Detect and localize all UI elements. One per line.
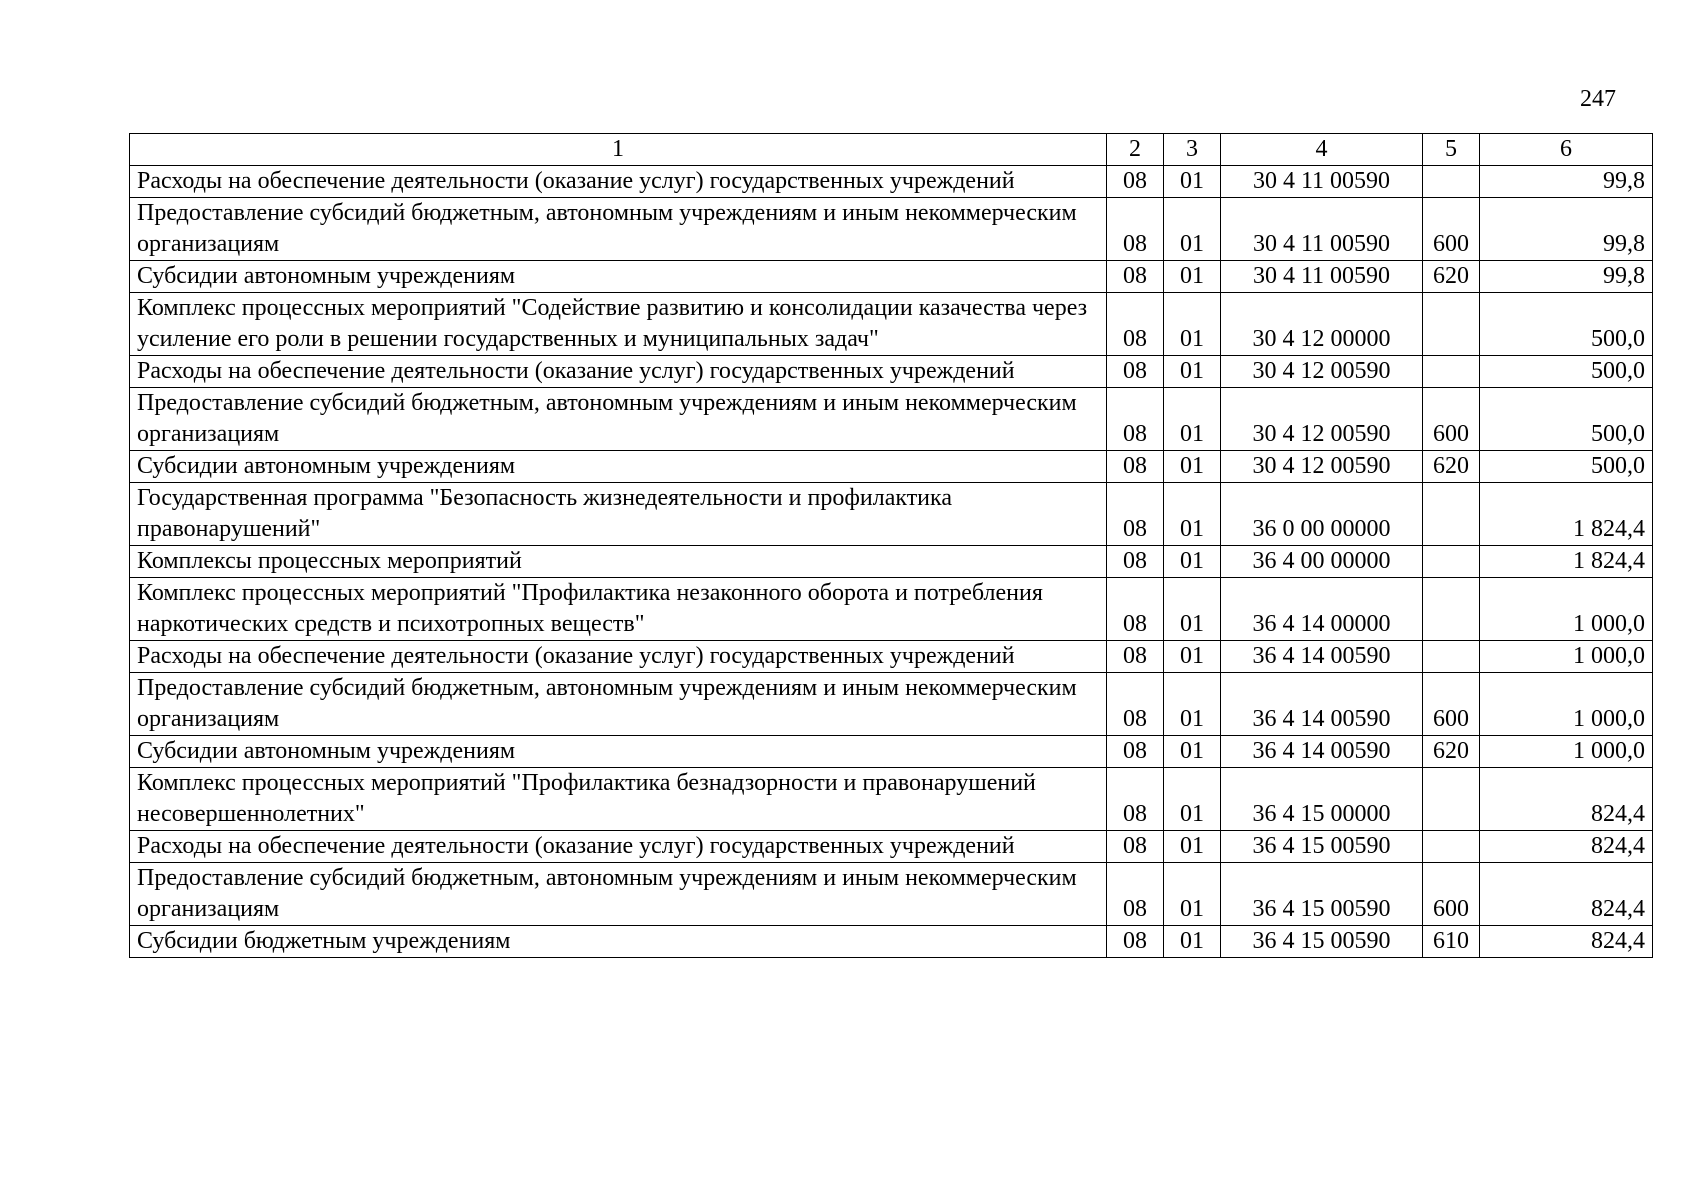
section-code-cell: 08 (1107, 261, 1164, 293)
row-name-cell: Субсидии автономным учреждениям (130, 451, 1107, 483)
amount-cell: 1 000,0 (1480, 578, 1653, 641)
subsection-code-cell: 01 (1164, 198, 1221, 261)
amount-cell: 1 000,0 (1480, 673, 1653, 736)
row-name-cell: Комплекс процессных мероприятий "Профилактика незаконного оборота и потребления наркотических средств и психотропных веществ" (130, 578, 1107, 641)
subsection-code-cell: 01 (1164, 926, 1221, 958)
section-code-cell: 08 (1107, 831, 1164, 863)
subsection-code-cell: 01 (1164, 831, 1221, 863)
target-article-cell: 30 4 12 00000 (1221, 293, 1423, 356)
expense-type-cell (1423, 293, 1480, 356)
row-name-cell: Субсидии автономным учреждениям (130, 736, 1107, 768)
row-name-cell: Расходы на обеспечение деятельности (оказание услуг) государственных учреждений (130, 831, 1107, 863)
target-article-cell: 36 4 00 00000 (1221, 546, 1423, 578)
section-code-cell: 08 (1107, 356, 1164, 388)
row-name-cell: Комплексы процессных мероприятий (130, 546, 1107, 578)
target-article-cell: 36 4 15 00000 (1221, 768, 1423, 831)
table-row (130, 356, 1653, 388)
expense-type-cell (1423, 546, 1480, 578)
expense-type-cell (1423, 356, 1480, 388)
table-row (130, 546, 1653, 578)
table-row (130, 641, 1653, 673)
target-article-cell: 36 4 14 00590 (1221, 641, 1423, 673)
expense-type-cell: 600 (1423, 388, 1480, 451)
row-name-cell: Предоставление субсидий бюджетным, автономным учреждениям и иным некоммерческим организациям (130, 673, 1107, 736)
section-code-cell: 08 (1107, 641, 1164, 673)
amount-cell: 500,0 (1480, 293, 1653, 356)
subsection-code-cell: 01 (1164, 673, 1221, 736)
section-code-cell: 08 (1107, 451, 1164, 483)
row-name-cell: Расходы на обеспечение деятельности (оказание услуг) государственных учреждений (130, 166, 1107, 198)
subsection-code-cell: 01 (1164, 578, 1221, 641)
section-code-cell: 08 (1107, 483, 1164, 546)
row-name-cell: Расходы на обеспечение деятельности (оказание услуг) государственных учреждений (130, 641, 1107, 673)
table-row (130, 388, 1653, 451)
amount-cell: 500,0 (1480, 388, 1653, 451)
amount-cell: 824,4 (1480, 926, 1653, 958)
expense-type-cell: 600 (1423, 198, 1480, 261)
subsection-code-cell: 01 (1164, 166, 1221, 198)
header-cell: 2 (1107, 134, 1164, 166)
subsection-code-cell: 01 (1164, 483, 1221, 546)
subsection-code-cell: 01 (1164, 546, 1221, 578)
table-row (130, 451, 1653, 483)
header-cell: 3 (1164, 134, 1221, 166)
subsection-code-cell: 01 (1164, 641, 1221, 673)
table-row (130, 293, 1653, 356)
section-code-cell: 08 (1107, 736, 1164, 768)
amount-cell: 99,8 (1480, 198, 1653, 261)
section-code-cell: 08 (1107, 293, 1164, 356)
table-row (130, 926, 1653, 958)
amount-cell: 500,0 (1480, 356, 1653, 388)
header-row (130, 134, 1653, 166)
expense-type-cell (1423, 831, 1480, 863)
row-name-cell: Государственная программа "Безопасность жизнедеятельности и профилактика правонарушений" (130, 483, 1107, 546)
target-article-cell: 30 4 11 00590 (1221, 166, 1423, 198)
target-article-cell: 30 4 12 00590 (1221, 451, 1423, 483)
expense-type-cell: 620 (1423, 451, 1480, 483)
target-article-cell: 36 4 15 00590 (1221, 863, 1423, 926)
section-code-cell: 08 (1107, 863, 1164, 926)
row-name-cell: Предоставление субсидий бюджетным, автономным учреждениям и иным некоммерческим организациям (130, 388, 1107, 451)
row-name-cell: Субсидии автономным учреждениям (130, 261, 1107, 293)
section-code-cell: 08 (1107, 198, 1164, 261)
row-name-cell: Комплекс процессных мероприятий "Содействие развитию и консолидации казачества через усиление его роли в решении государственных и муниципальных задач" (130, 293, 1107, 356)
target-article-cell: 36 0 00 00000 (1221, 483, 1423, 546)
page-number: 247 (1580, 86, 1616, 112)
expense-type-cell (1423, 768, 1480, 831)
target-article-cell: 30 4 12 00590 (1221, 356, 1423, 388)
expense-type-cell: 600 (1423, 673, 1480, 736)
amount-cell: 99,8 (1480, 261, 1653, 293)
expense-type-cell: 610 (1423, 926, 1480, 958)
expense-type-cell (1423, 578, 1480, 641)
header-cell: 4 (1221, 134, 1423, 166)
subsection-code-cell: 01 (1164, 736, 1221, 768)
header-cell: 6 (1480, 134, 1653, 166)
section-code-cell: 08 (1107, 578, 1164, 641)
table-row (130, 831, 1653, 863)
row-name-cell: Комплекс процессных мероприятий "Профилактика безнадзорности и правонарушений несовершеннолетних" (130, 768, 1107, 831)
table-row (130, 261, 1653, 293)
section-code-cell: 08 (1107, 768, 1164, 831)
target-article-cell: 36 4 14 00000 (1221, 578, 1423, 641)
section-code-cell: 08 (1107, 388, 1164, 451)
section-code-cell: 08 (1107, 673, 1164, 736)
header-cell: 5 (1423, 134, 1480, 166)
subsection-code-cell: 01 (1164, 863, 1221, 926)
expense-type-cell: 600 (1423, 863, 1480, 926)
row-name-cell: Предоставление субсидий бюджетным, автономным учреждениям и иным некоммерческим организациям (130, 198, 1107, 261)
amount-cell: 1 824,4 (1480, 546, 1653, 578)
amount-cell: 99,8 (1480, 166, 1653, 198)
amount-cell: 1 000,0 (1480, 736, 1653, 768)
amount-cell: 824,4 (1480, 863, 1653, 926)
table-row (130, 673, 1653, 736)
target-article-cell: 30 4 11 00590 (1221, 261, 1423, 293)
target-article-cell: 36 4 14 00590 (1221, 673, 1423, 736)
expense-type-cell (1423, 166, 1480, 198)
expense-type-cell: 620 (1423, 261, 1480, 293)
row-name-cell: Предоставление субсидий бюджетным, автономным учреждениям и иным некоммерческим организациям (130, 863, 1107, 926)
subsection-code-cell: 01 (1164, 293, 1221, 356)
amount-cell: 824,4 (1480, 768, 1653, 831)
table-row (130, 483, 1653, 546)
amount-cell: 1 000,0 (1480, 641, 1653, 673)
target-article-cell: 36 4 14 00590 (1221, 736, 1423, 768)
header-cell: 1 (130, 134, 1107, 166)
section-code-cell: 08 (1107, 926, 1164, 958)
amount-cell: 1 824,4 (1480, 483, 1653, 546)
subsection-code-cell: 01 (1164, 451, 1221, 483)
table-row (130, 578, 1653, 641)
section-code-cell: 08 (1107, 166, 1164, 198)
expense-type-cell (1423, 641, 1480, 673)
table-body (130, 166, 1653, 958)
target-article-cell: 36 4 15 00590 (1221, 926, 1423, 958)
target-article-cell: 30 4 12 00590 (1221, 388, 1423, 451)
expense-type-cell: 620 (1423, 736, 1480, 768)
target-article-cell: 36 4 15 00590 (1221, 831, 1423, 863)
expense-type-cell (1423, 483, 1480, 546)
target-article-cell: 30 4 11 00590 (1221, 198, 1423, 261)
table-row (130, 768, 1653, 831)
budget-table (129, 133, 1653, 958)
subsection-code-cell: 01 (1164, 261, 1221, 293)
table-row (130, 736, 1653, 768)
table-row (130, 198, 1653, 261)
section-code-cell: 08 (1107, 546, 1164, 578)
row-name-cell: Расходы на обеспечение деятельности (оказание услуг) государственных учреждений (130, 356, 1107, 388)
amount-cell: 824,4 (1480, 831, 1653, 863)
subsection-code-cell: 01 (1164, 768, 1221, 831)
amount-cell: 500,0 (1480, 451, 1653, 483)
table-row (130, 166, 1653, 198)
subsection-code-cell: 01 (1164, 388, 1221, 451)
row-name-cell: Субсидии бюджетным учреждениям (130, 926, 1107, 958)
table-row (130, 863, 1653, 926)
subsection-code-cell: 01 (1164, 356, 1221, 388)
